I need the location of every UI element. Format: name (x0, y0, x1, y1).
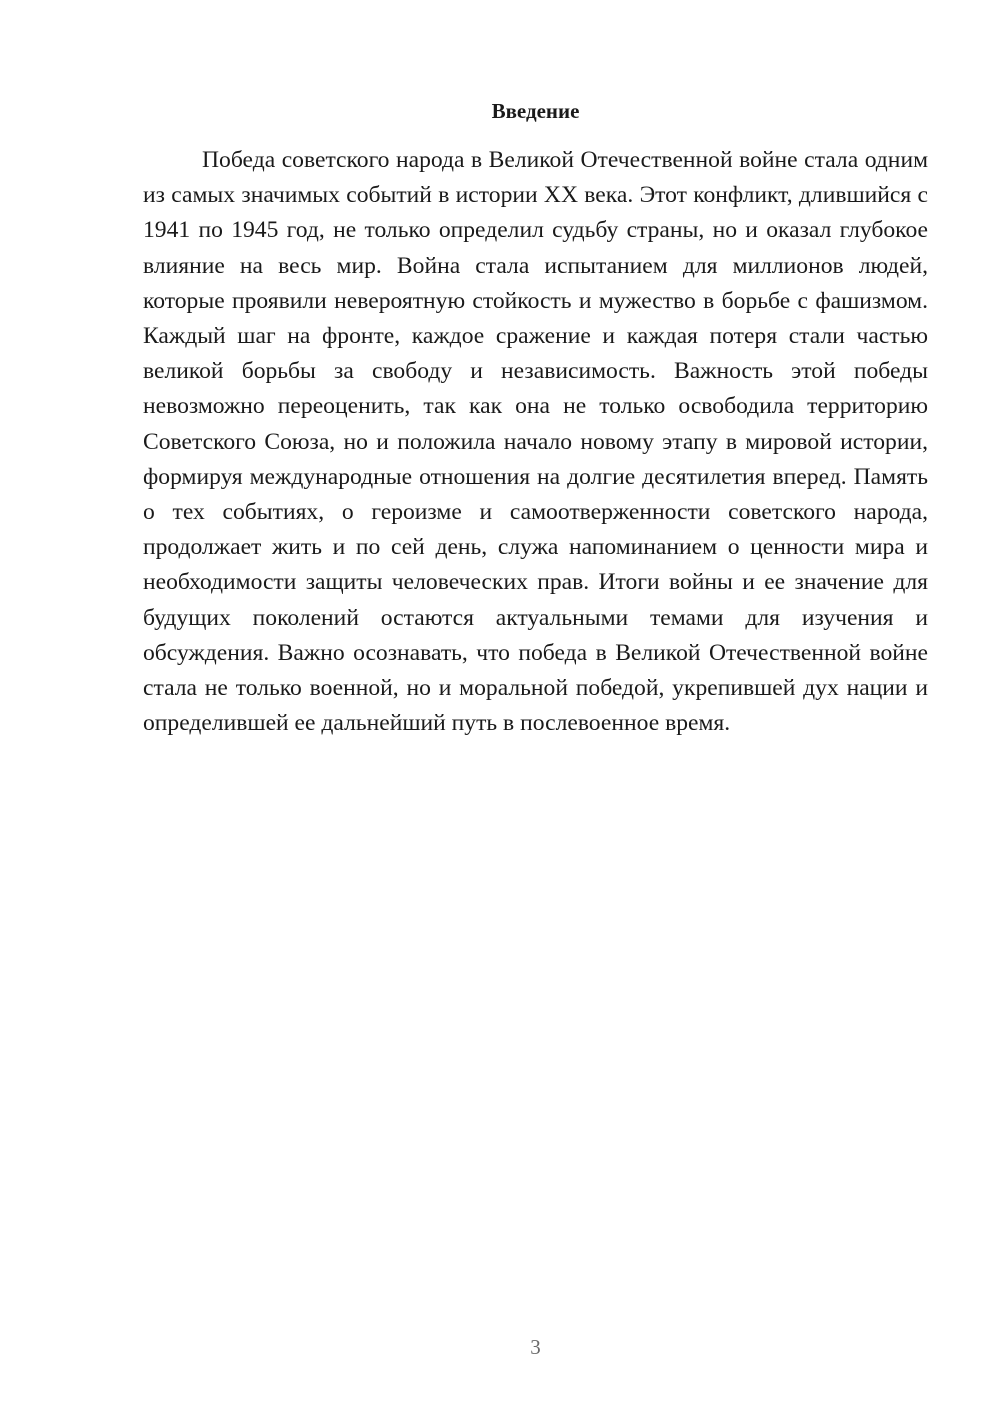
section-heading: Введение (491, 99, 580, 123)
page-number: 3 (530, 1335, 541, 1359)
body-paragraph: Победа советского народа в Великой Отечественной войне стала одним из самых значимых событий в истории XX века. Этот конфликт, длившийся с 1941 по 1945 год, не только определил судьбу страны, но и оказал глубокое влияние на весь мир. Война стала испытанием для миллионов людей, которые проявили невероятную стойкость и мужество в борьбе с фашизмом. Каждый шаг на фронте, каждое сражение и каждая потеря стали частью великой борьбы за свободу и независимость. Важность этой победы невозможно переоценить, так как она не только освободила территорию Советского Союза, но и положила начало новому этапу в мировой истории, формируя международные отношения на долгие десятилетия вперед. Память о тех событиях, о героизме и самоотверженности советского народа, продолжает жить и по сей день, служа напоминанием о ценности мира и необходимости защиты человеческих прав. Итоги войны и ее значение для будущих поколений остаются актуальными темами для изучения и обсуждения. Важно осознавать, что победа в Великой Отечественной войне стала не только военной, но и моральной победой, укрепившей дух нации и определившей ее дальнейший путь в послевоенное время. (143, 147, 928, 737)
